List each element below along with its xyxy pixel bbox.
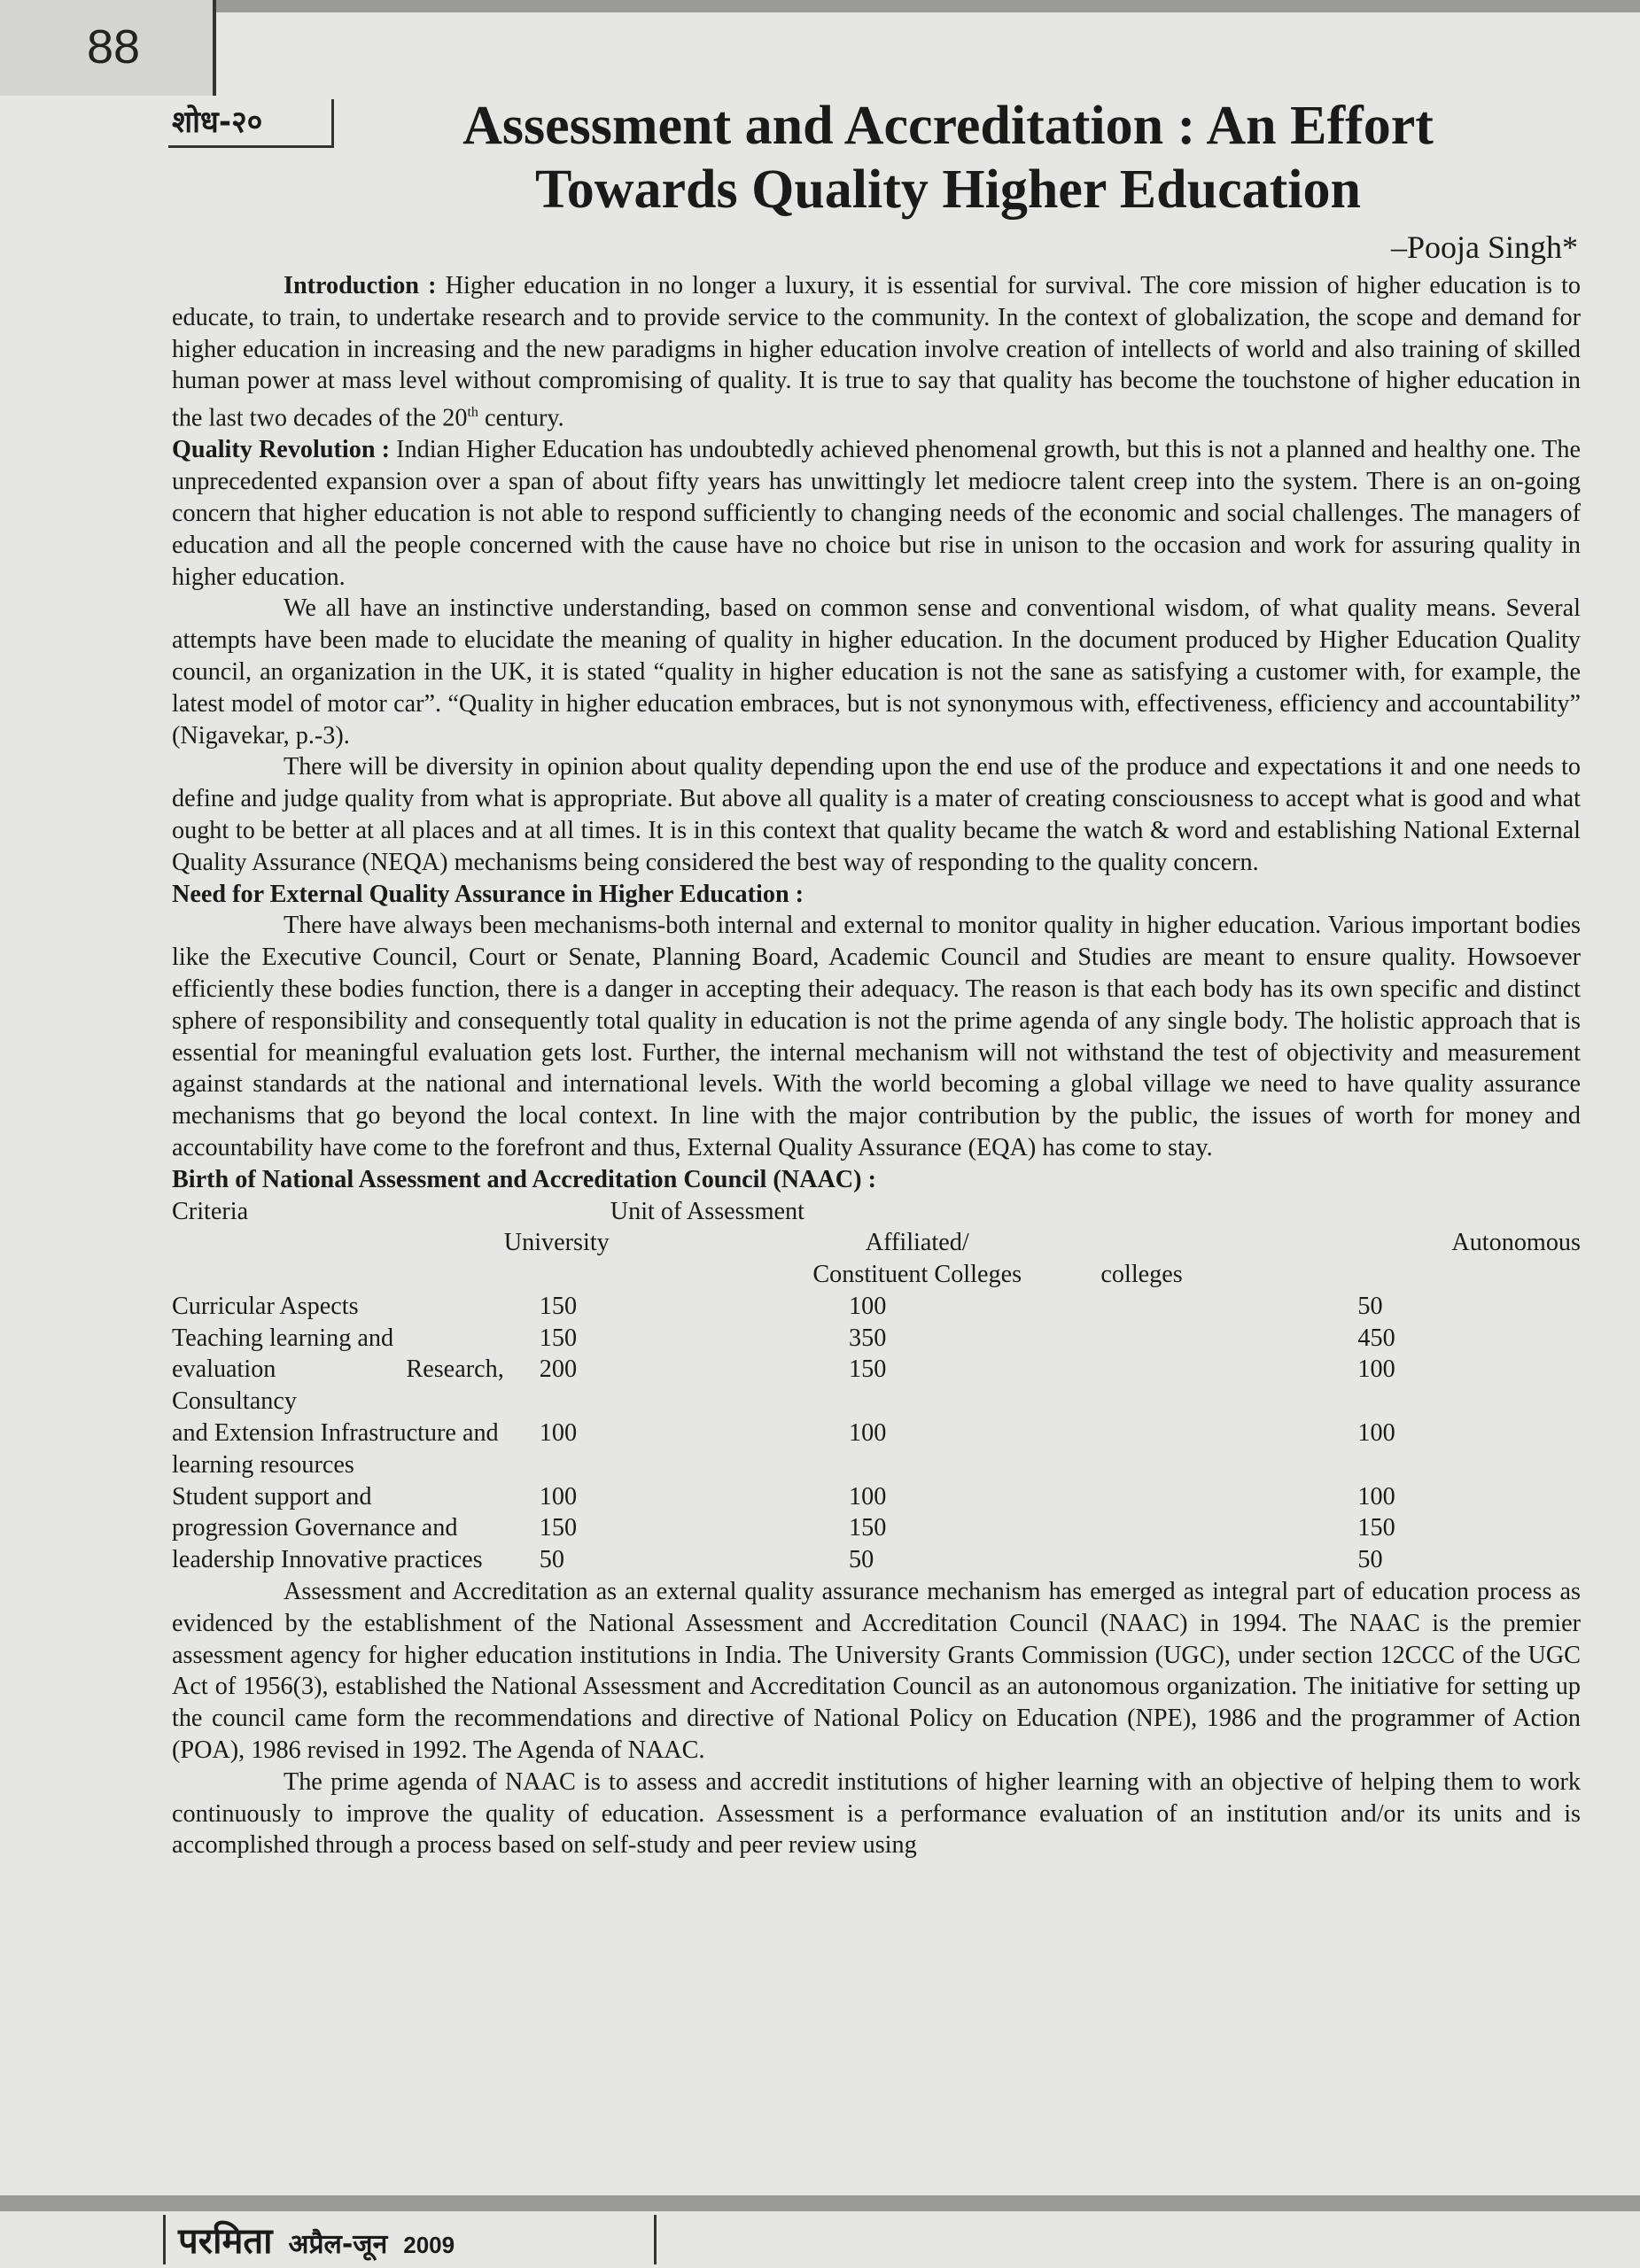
agenda-paragraph: The prime agenda of NAAC is to assess and accredit institutions of higher learning with an objective of helping them to work continuously to improve the quality of education. Assessment is a performance evaluation of an institution and/or its units and is accomplished through a process based on self-study and peer review using [172, 1767, 1581, 1860]
quality-revolution-paragraph [172, 434, 1581, 593]
quality-revolution-text: Indian Higher Education has undoubtedly achieved phenomenal growth, but this is not a planned and healthy one. The unprecedented expansion over a span of about fifty years has unwittingly let mediocre talent creep into the system. There is an on-going concern that higher education is not able to respond sufficiently to changing needs of the economic and social challenges. The managers of education and all the people concerned with the cause have no choice but rise in unison to the occasion and work for assuring quality in higher education. [172, 436, 1581, 591]
page-number: 88 [87, 20, 141, 74]
bottom-band [0, 2195, 1640, 2211]
col-autonomous-1: Autonomous [1451, 1229, 1581, 1257]
need-heading: Need for External Quality Assurance in Higher Education : [172, 880, 804, 908]
intro-text-end: century. [478, 404, 564, 432]
table-row: learning resources [172, 1450, 354, 1479]
table-row: Student support and 100 100 100 [172, 1482, 1395, 1511]
col-affiliated-1: Affiliated/ [865, 1229, 969, 1257]
table-row: evaluation Research, Consultancy 200 150 100 [172, 1355, 1395, 1416]
naac-paragraph: Assessment and Accreditation as an external quality assurance mechanism has emerged as integral part of education process as evidenced by the establishment of the National Assessment and Accreditation Council (NAAC) in 1994. The NAAC is the premier assessment agency for higher education institutions in India. The University Grants Commission (UGC), under section 12CCC of the UGC Act of 1956(3), established the National Assessment and Accreditation Council as an autonomous organization. The initiative for setting up the council came form the recommendations and directive of National Policy on Education (NPE), 1986 and the programmer of Action (POA), 1986 revised in 1992. The Agenda of NAAC. [172, 1578, 1581, 1765]
table-row: progression Governance and 150 150 150 [172, 1514, 1395, 1542]
footer-issue: अप्रैल-जून [288, 2229, 388, 2260]
unit-label: Unit of Assessment [610, 1197, 804, 1225]
footer [163, 2215, 455, 2264]
page-number-box [0, 0, 216, 96]
footer-journal: परमिता [178, 2221, 273, 2262]
diversity-paragraph: There will be diversity in opinion about quality depending upon the end use of the produce and expectations it and one needs to define and judge quality from what is appropriate. But above all quality is a mater of creating consciousness to accept what is good and what ought to be better at all places and at all times. It is in this context that quality became the watch & word and establishing National External Quality Assurance (NEQA) mechanisms being considered the best way of responding to the quality concern. [172, 753, 1581, 876]
intro-text: Higher education in no longer a luxury, it is essential for survival. The core mission of higher education is to educate, to train, to undertake research and to provide service to the community. In the context of globalization, the scope and demand for higher education in increasing and the new paradigms in higher education involve creation of intellects of world and also training of skilled human power at mass level without compromising of quality. It is true to say that quality has become the touchstone of higher education in the last two decades of the 20 [172, 272, 1581, 432]
footer-separator [654, 2215, 657, 2264]
top-rule [213, 0, 1640, 12]
author: –Pooja Singh* [1390, 229, 1578, 265]
understanding-paragraph: We all have an instinctive understanding, based on common sense and conventional wisdom, of what quality means. Several attempts have been made to elucidate the meaning of quality in higher education. In the document produced by Higher Education Quality council, an organization in the UK, it is stated “quality in higher education is not the sane as satisfying a customer with, for example, the latest model of motor car”. “Quality in higher education embraces, but is not synonymous with, effectiveness, efficiency and accountability” (Nigavekar, p.-3). [172, 594, 1581, 750]
title-line-2: Towards Quality Higher Education [535, 159, 1361, 220]
criteria-table [172, 1196, 1581, 1577]
birth-heading: Birth of National Assessment and Accreditation Council (NAAC) : [172, 1165, 876, 1193]
article-title [372, 94, 1524, 221]
criteria-table-wrap [172, 1196, 1581, 1577]
table-row: Curricular Aspects 150 100 50 [172, 1292, 1383, 1320]
article-body [172, 270, 1581, 1861]
title-line-1: Assessment and Accreditation : An Effort [462, 96, 1434, 156]
footer-year: 2009 [403, 2232, 455, 2258]
intro-paragraph [172, 270, 1581, 434]
table-row: Teaching learning and 150 350 450 [172, 1324, 1395, 1352]
intro-heading: Introduction : [284, 272, 446, 299]
col-affiliated-2: Constituent Colleges [812, 1261, 1022, 1289]
quality-revolution-heading: Quality Revolution : [172, 436, 397, 464]
need-paragraph: There have always been mechanisms-both internal and external to monitor quality in higher education. Various important bodies like the Executive Council, Court or Senate, Planning Board, Academic Council and Studies are meant to ensure quality. Howsoever efficiently these bodies function, there is a danger in accepting their adequacy. The reason is that each body has its own specific and distinct sphere of responsibility and consequently total quality in education is not the prime agenda of any single body. The holistic approach that is essential for meaningful evaluation gets lost. Further, the internal mechanism will not withstand the test of objectivity and measurement against standards at the national and international levels. With the world becoming a global village we need to have quality assurance mechanisms that go beyond the local context. In line with the major contribution by the public, the issues of worth for money and accountability have come to the forefront and thus, External Quality Assurance (EQA) has come to stay. [172, 912, 1581, 1161]
table-row: and Extension Infrastructure and 100 100 100 [172, 1419, 1395, 1448]
col-autonomous-2: colleges [1100, 1261, 1183, 1289]
section-label: शोध-२० [168, 99, 334, 148]
intro-sup: th [467, 405, 478, 421]
table-row: leadership Innovative practices 50 50 50 [172, 1546, 1383, 1574]
col-university: University [503, 1229, 610, 1257]
criteria-label: Criteria [172, 1197, 249, 1225]
